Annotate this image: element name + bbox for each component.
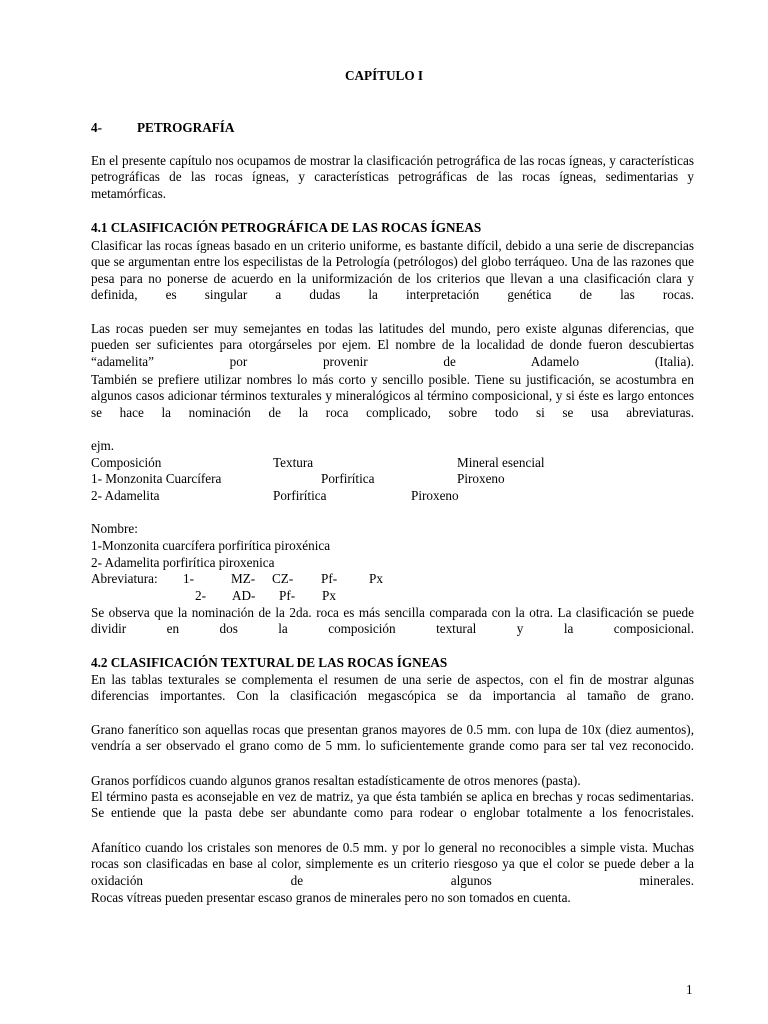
table-cell: 1- Monzonita Cuarcífera	[91, 471, 222, 486]
table-header-textura: Textura	[273, 455, 314, 470]
nombre-2: 2- Adamelita porfirítica piroxenica	[91, 555, 275, 570]
s41-paragraph-1: Clasificar las rocas ígneas basado en un criterio uniforme, es bastante difícil, debido a una serie de discrepancias que se argumentan entre los especilistas de la Petrología (petrólogos) del globo terráqueo. Una de las razones que pesa para no ponerse de acuerdo en la uniformización de los criterios que llevan a una clasificación clara y definida, es singular a dudas la interpretación genética de las rocas.	[91, 238, 694, 303]
abrev-cell: CZ-	[272, 571, 294, 586]
table-cell: Porfirítica	[273, 488, 327, 503]
nombre-1: 1-Monzonita cuarcífera porfirítica piroxénica	[91, 538, 331, 553]
nombre-label: Nombre:	[91, 521, 138, 536]
abrev-cell: MZ-	[231, 571, 256, 586]
abrev-cell: 2-	[195, 588, 206, 603]
s42-paragraph-3: Granos porfídicos cuando algunos granos resaltan estadísticamente de otros menores (pasta).	[91, 773, 581, 788]
section-number: 4-	[91, 120, 102, 135]
section-4-2-heading: 4.2 CLASIFICACIÓN TEXTURAL DE LAS ROCAS ÍGNEAS	[91, 655, 448, 670]
table-cell: Piroxeno	[457, 471, 505, 486]
table-cell: 2- Adamelita	[91, 488, 160, 503]
intro-paragraph: En el presente capítulo nos ocupamos de mostrar la clasificación petrográfica de las rocas ígneas, y características petrográficas de las rocas ígneas, y características petrográficas de las rocas ígneas, sedimentarias y metamórficas.	[91, 153, 694, 201]
abrev-cell: 1-	[183, 571, 194, 586]
abrev-cell: Px	[322, 588, 336, 603]
s42-paragraph-1: En las tablas texturales se complementa el resumen de una serie de aspectos, con el fin de mostrar algunas diferencias importantes. Con la clasificación megascópica se da importancia al tamaño de grano.	[91, 672, 694, 704]
s42-paragraph-6: Rocas vítreas pueden presentar escaso granos de minerales pero no son tomados en cuenta.	[91, 890, 571, 905]
s41-paragraph-3: También se prefiere utilizar nombres lo más corto y sencillo posible. Tiene su justificación, se acostumbra en algunos casos adicionar términos texturales y mineralógicos al término composicional, y si éste es largo entonces se hace la nominación de la roca complicado, sobre todo si se usa abreviaturas.	[91, 372, 694, 420]
table-cell: Piroxeno	[411, 488, 459, 503]
abrev-cell: Pf-	[321, 571, 338, 586]
chapter-title: CAPÍTULO I	[344, 68, 424, 83]
abrev-cell: AD-	[232, 588, 256, 603]
s41-paragraph-2: Las rocas pueden ser muy semejantes en todas las latitudes del mundo, pero existe algunas diferencias, que pueden ser suficientes para otorgárseles por ejem. El nombre de la localidad de donde fueron descubiertas “adamelita” por provenir de Adamelo (Italia).	[91, 321, 694, 369]
abrev-cell: Pf-	[279, 588, 296, 603]
section-title: PETROGRAFÍA	[137, 120, 235, 135]
page-number: 1	[686, 982, 693, 997]
abrev-cell: Px	[369, 571, 383, 586]
section-4-1-heading: 4.1 CLASIFICACIÓN PETROGRÁFICA DE LAS ROCAS ÍGNEAS	[91, 220, 482, 235]
table-cell: Porfirítica	[321, 471, 375, 486]
s41-paragraph-4: Se observa que la nominación de la 2da. roca es más sencilla comparada con la otra. La clasificación se puede dividir en dos la composición textural y la composicional.	[91, 605, 694, 637]
abreviatura-label: Abreviatura:	[91, 571, 158, 586]
s42-paragraph-4: El término pasta es aconsejable en vez de matriz, ya que ésta también se aplica en brechas y rocas sedimentarias. Se entiende que la pasta debe ser abundante como para rodear o englobar totalmente a los fenocristales.	[91, 789, 694, 821]
s42-paragraph-2: Grano fanerítico son aquellas rocas que presentan granos mayores de 0.5 mm. con lupa de 10x (diez aumentos), vendría a ser observado el grano como de 5 mm. lo suficientemente grande como para ser tal vez reconocido.	[91, 722, 694, 754]
table-header-mineral: Mineral esencial	[457, 455, 545, 470]
example-label: ejm.	[91, 438, 115, 453]
s42-paragraph-5: Afanítico cuando los cristales son menores de 0.5 mm. y por lo general no reconocibles a simple vista. Muchas rocas son clasificadas en base al color, simplemente es un criterio riesgoso ya que el color se puede deber a la oxidación de algunos minerales.	[91, 840, 694, 888]
table-header-composicion: Composición	[91, 455, 162, 470]
